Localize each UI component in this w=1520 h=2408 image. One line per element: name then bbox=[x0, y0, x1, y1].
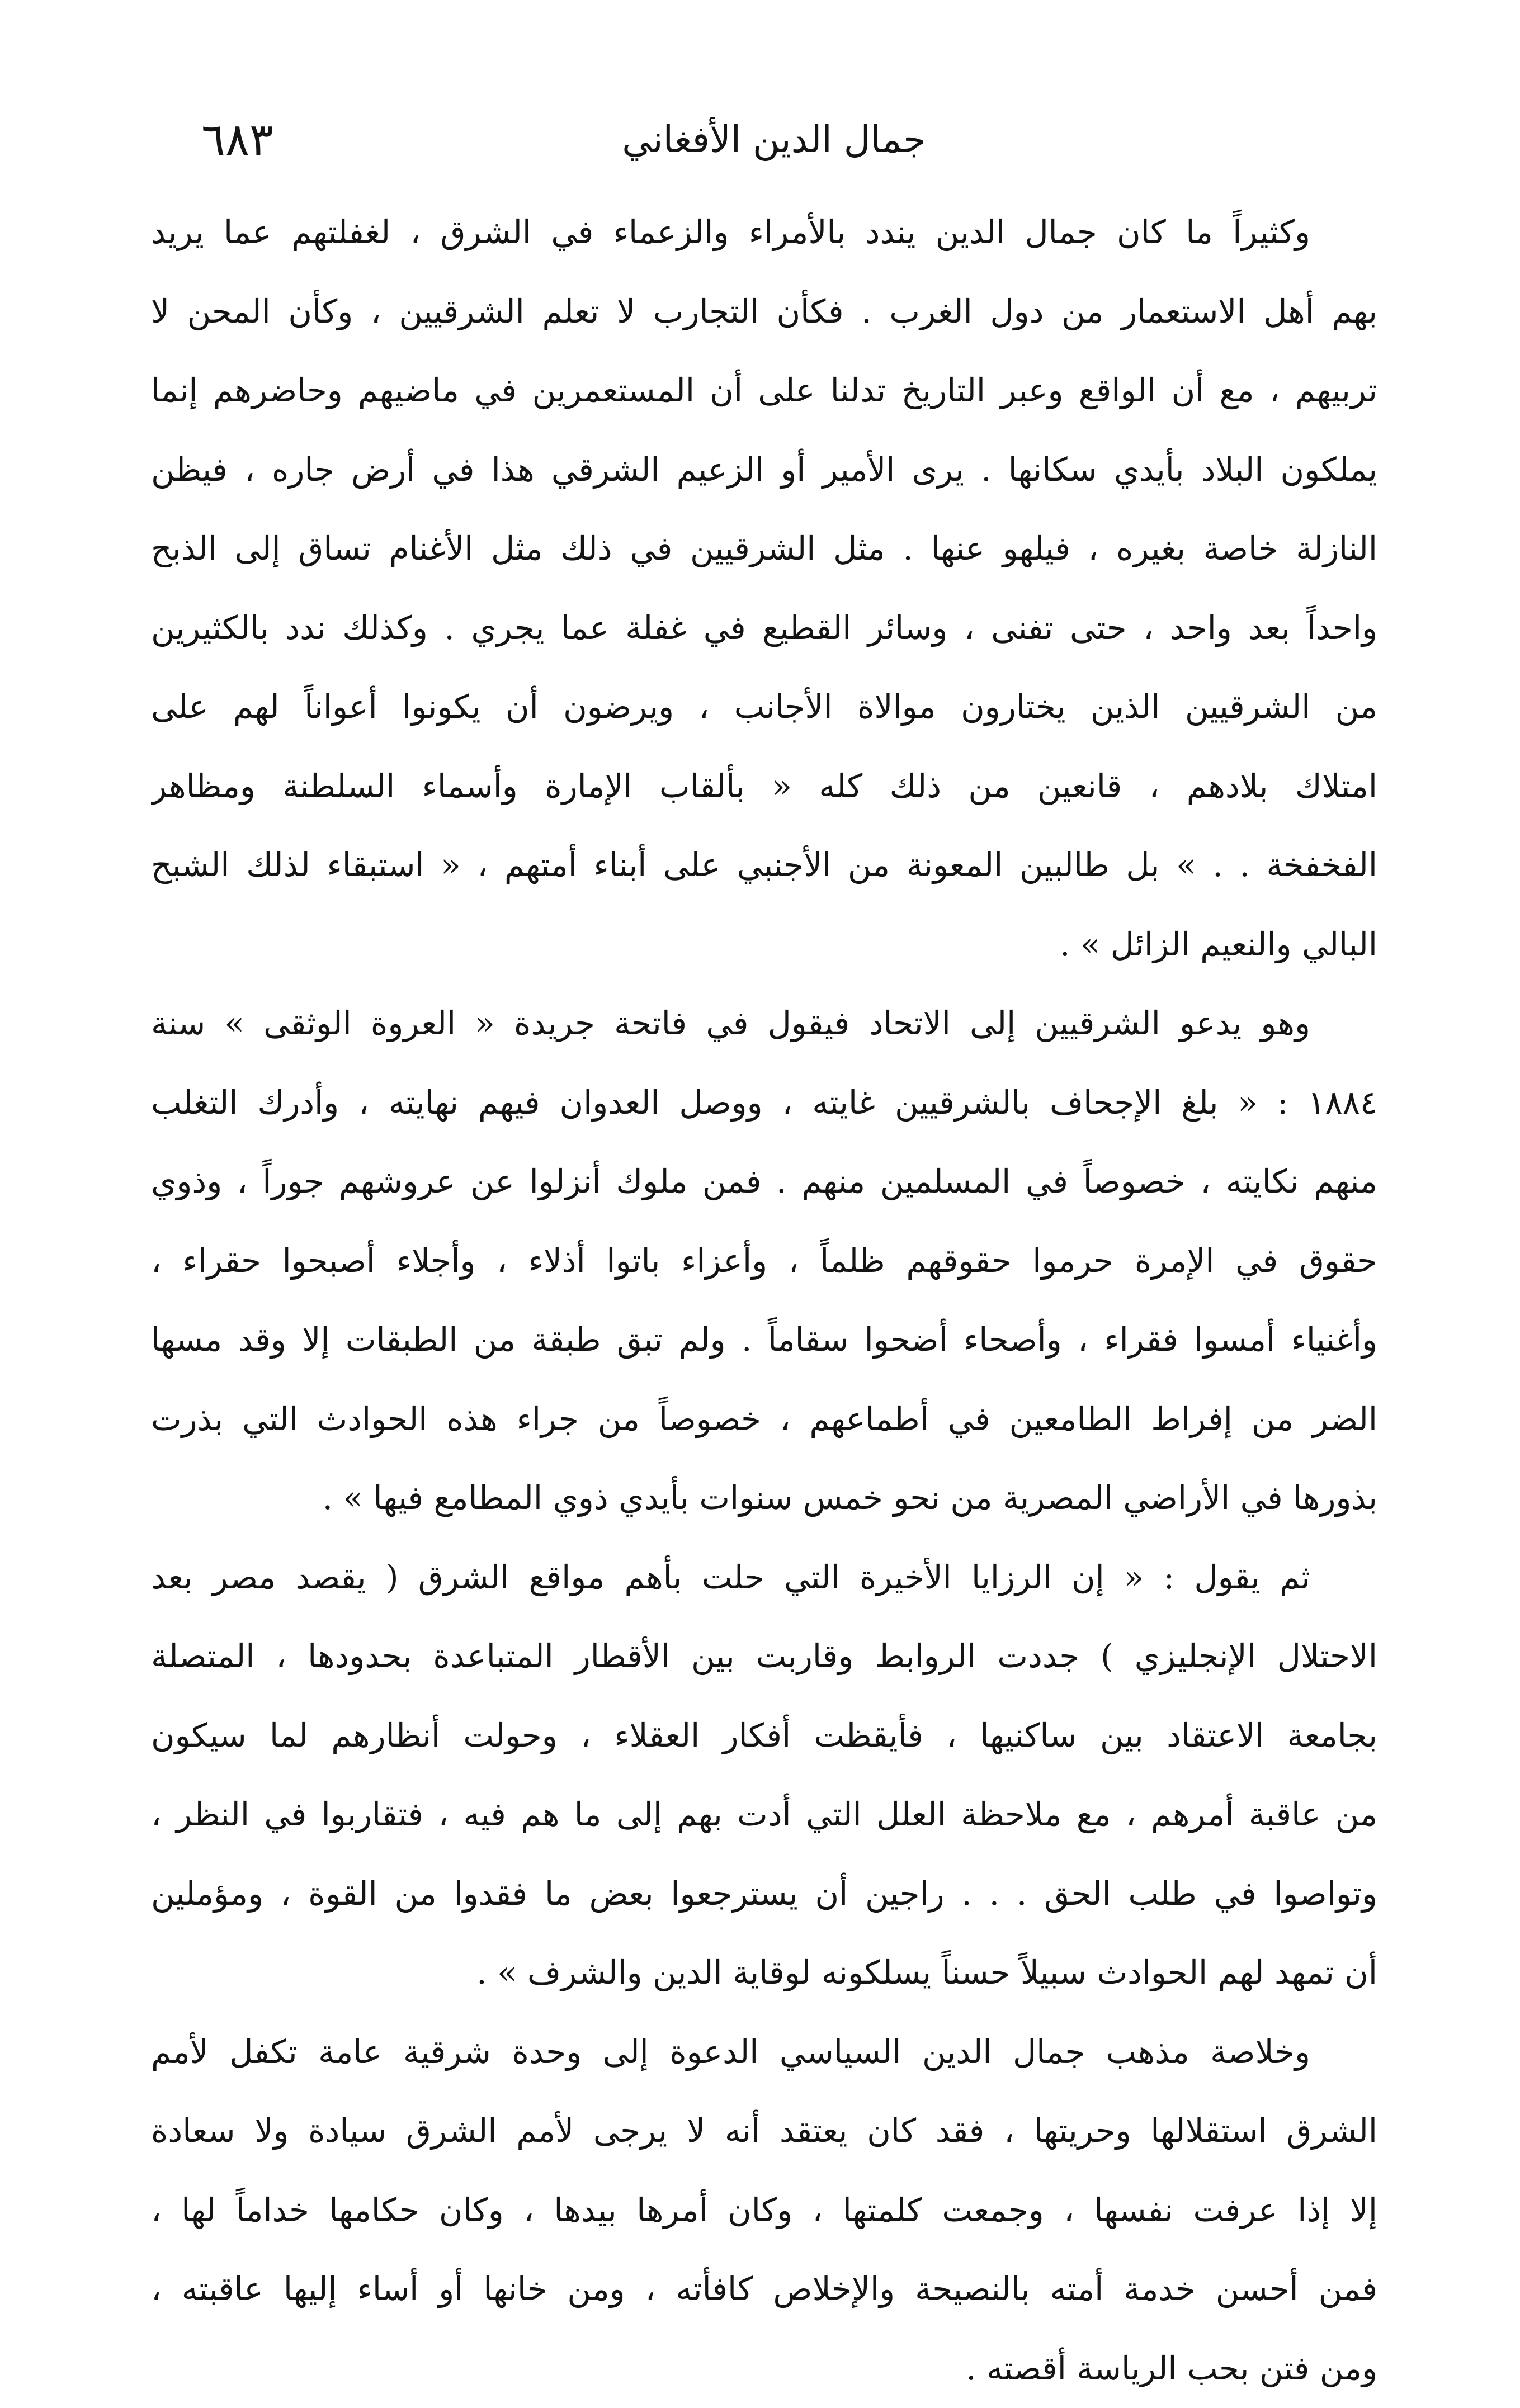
text-line: الشرق استقلالها وحريتها ، فقد كان يعتقد أنه لا يرجى لأمم الشرق سيادة ولا سعادة bbox=[151, 2092, 1377, 2171]
text-line: الاحتلال الإنجليزي ) جددت الروابط وقاربت بين الأقطار المتباعدة بحدودها ، المتصلة bbox=[151, 1617, 1377, 1696]
text-line: أن تمهد لهم الحوادث سبيلاً حسناً يسلكونه لوقاية الدين والشرف » . bbox=[151, 1933, 1377, 2013]
text-line: ١٨٨٤ : « بلغ الإجحاف بالشرقيين غايته ، ووصل العدوان فيهم نهايته ، وأدرك التغلب bbox=[151, 1063, 1377, 1143]
body-text bbox=[151, 193, 1377, 2408]
text-line: من الشرقيين الذين يختارون موالاة الأجانب ، ويرضون أن يكونوا أعواناً لهم على bbox=[151, 668, 1377, 747]
text-line: تربيهم ، مع أن الواقع وعبر التاريخ تدلنا على أن المستعمرين في ماضيهم وحاضرهم إنما bbox=[151, 351, 1377, 430]
text-line: منهم نكايته ، خصوصاً في المسلمين منهم . فمن ملوك أنزلوا عن عروشهم جوراً ، وذوي bbox=[151, 1142, 1377, 1222]
text-line: وأغنياء أمسوا فقراء ، وأصحاء أضحوا سقاماً . ولم تبق طبقة من الطبقات إلا وقد مسها bbox=[151, 1300, 1377, 1380]
text-line: الضر من إفراط الطامعين في أطماعهم ، خصوصاً من جراء هذه الحوادث التي بذرت bbox=[151, 1380, 1377, 1459]
text-line: وخلاصة مذهب جمال الدين السياسي الدعوة إلى وحدة شرقية عامة تكفل لأمم bbox=[151, 2013, 1377, 2092]
page-number: ٦٨٣ bbox=[201, 112, 273, 168]
text-line: فمن أحسن خدمة أمته بالنصيحة والإخلاص كافأته ، ومن خانها أو أساء إليها عاقبته ، bbox=[151, 2250, 1377, 2329]
text-line: وهو يدعو الشرقيين إلى الاتحاد فيقول في فاتحة جريدة « العروة الوثقى » سنة bbox=[151, 984, 1377, 1063]
text-line: واحداً بعد واحد ، حتى تفنى ، وسائر القطيع في غفلة عما يجري . وكذلك ندد بالكثيرين bbox=[151, 589, 1377, 668]
running-head: جمال الدين الأفغاني bbox=[168, 112, 1380, 168]
text-line: بجامعة الاعتقاد بين ساكنيها ، فأيقظت أفكار العقلاء ، وحولت أنظارهم لما سيكون bbox=[151, 1696, 1377, 1776]
text-line: حقوق في الإمرة حرموا حقوقهم ظلماً ، وأعزاء باتوا أذلاء ، وأجلاء أصبحوا حقراء ، bbox=[151, 1222, 1377, 1301]
text-line: إلا إذا عرفت نفسها ، وجمعت كلمتها ، وكان أمرها بيدها ، وكان حكامها خداماً لها ، bbox=[151, 2171, 1377, 2250]
text-line: وتواصوا في طلب الحق . . . راجين أن يسترجعوا بعض ما فقدوا من القوة ، ومؤملين bbox=[151, 1855, 1377, 1934]
text-line: البالي والنعيم الزائل » . bbox=[151, 905, 1377, 985]
text-line: الفخفخة . . » بل طالبين المعونة من الأجنبي على أبناء أمتهم ، « استبقاء لذلك الشبح bbox=[151, 826, 1377, 905]
text-line: وكثيراً ما كان جمال الدين يندد بالأمراء والزعماء في الشرق ، لغفلتهم عما يريد bbox=[151, 193, 1377, 272]
text-line: بذورها في الأراضي المصرية من نحو خمس سنوات بأيدي ذوي المطامع فيها » . bbox=[151, 1459, 1377, 1538]
text-line: من عاقبة أمرهم ، مع ملاحظة العلل التي أدت بهم إلى ما هم فيه ، فتقاربوا في النظر ، bbox=[151, 1775, 1377, 1855]
text-line: ومن فتن بحب الرياسة أقصته . bbox=[151, 2329, 1377, 2408]
text-line: بهم أهل الاستعمار من دول الغرب . فكأن التجارب لا تعلم الشرقيين ، وكأن المحن لا bbox=[151, 272, 1377, 352]
page-header bbox=[168, 101, 1380, 179]
text-line: يملكون البلاد بأيدي سكانها . يرى الأمير أو الزعيم الشرقي هذا في أرض جاره ، فيظن bbox=[151, 430, 1377, 510]
text-line: ثم يقول : « إن الرزايا الأخيرة التي حلت بأهم مواقع الشرق ( يقصد مصر بعد bbox=[151, 1538, 1377, 1617]
text-line: امتلاك بلادهم ، قانعين من ذلك كله « بألقاب الإمارة وأسماء السلطنة ومظاهر bbox=[151, 747, 1377, 826]
text-line: النازلة خاصة بغيره ، فيلهو عنها . مثل الشرقيين في ذلك مثل الأغنام تساق إلى الذبح bbox=[151, 509, 1377, 589]
